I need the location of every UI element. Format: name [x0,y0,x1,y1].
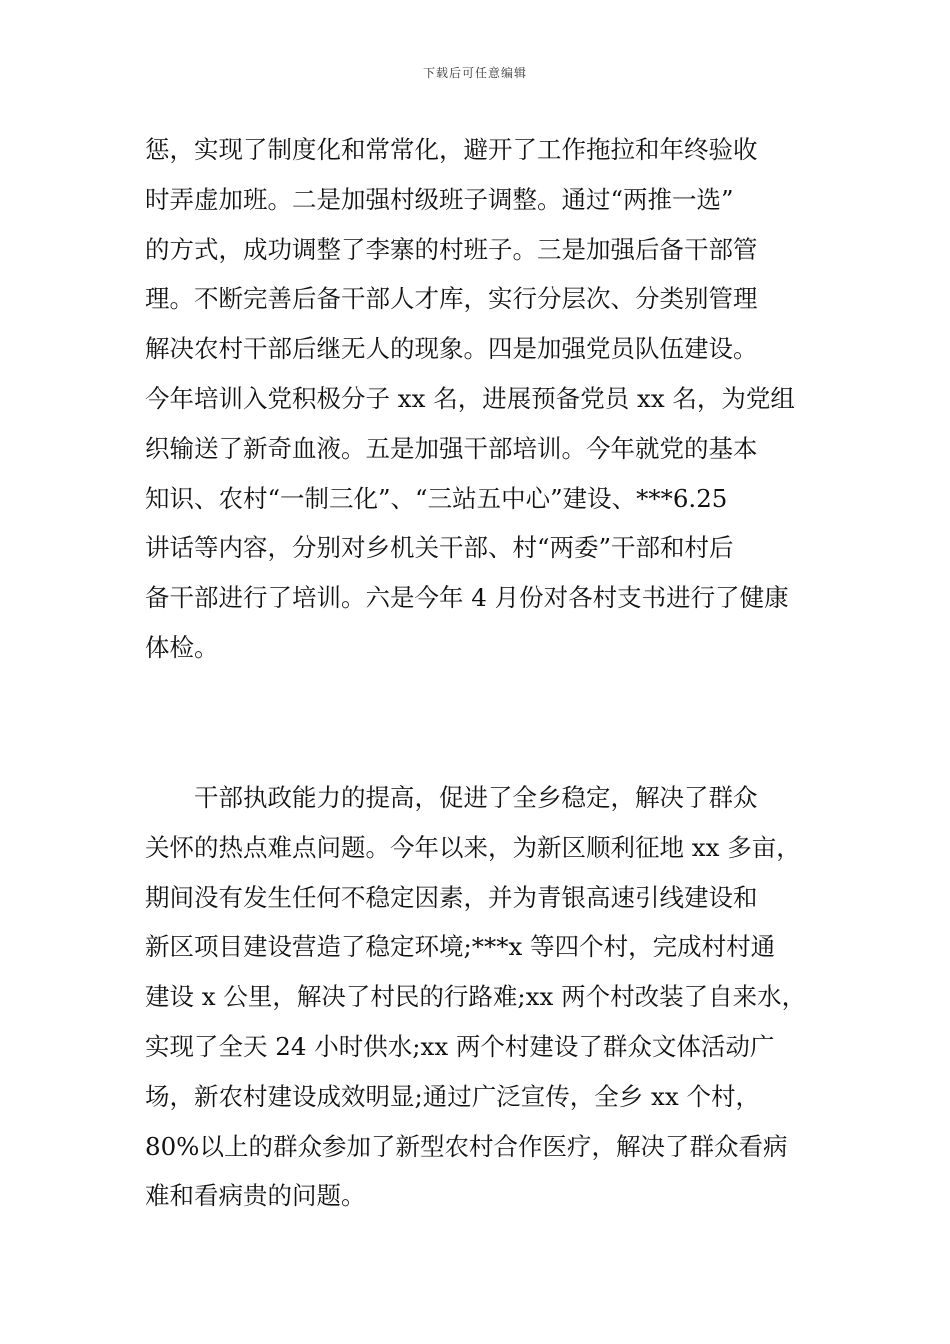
paragraph-line: 今年培训入党积极分子 xx 名，进展预备党员 xx 名，为党组 [145,383,795,413]
paragraph-line: 体检。 [145,632,219,662]
paragraph-line: 备干部进行了培训。六是今年 4 月份对各村支书进行了健康 [145,583,789,613]
paragraph-line: 难和看病贵的问题。 [145,1181,366,1211]
page-header: 下载后可任意编辑 [422,66,527,80]
paragraph-line: 的方式，成功调整了李寨的村班子。三是加强后备干部管 [145,234,758,264]
paragraph-line: 建设 x 公里，解决了村民的行路难;xx 两个村改装了自来水， [145,982,807,1012]
paragraph-2 [145,773,810,1221]
paragraph-1 [145,125,810,673]
paragraph-line: 时弄虚加班。二是加强村级班子调整。通过“两推一选” [145,184,734,214]
paragraph-line: 关怀的热点难点问题。今年以来，为新区顺利征地 xx 多亩， [145,832,801,862]
paragraph-line: 场，新农村建设成效明显;通过广泛宣传，全乡 xx 个村， [145,1081,760,1111]
paragraph-line: 干部执政能力的提高，促进了全乡稳定，解决了群众 [194,783,758,812]
paragraph-line: 知识、农村“一制三化”、“三站五中心”建设、***6.25 [145,483,728,513]
paragraph-line: 解决农村干部后继无人的现象。四是加强党员队伍建设。 [145,334,758,364]
paragraph-line: 讲话等内容，分别对乡机关干部、村“两委”干部和村后 [145,533,734,563]
paragraph-line: 80%以上的群众参加了新型农村合作医疗，解决了群众看病 [145,1131,788,1161]
paragraph-line: 新区项目建设营造了稳定环境;***x 等四个村，完成村村通 [145,932,776,962]
paragraph-line: 期间没有发生任何不稳定因素，并为青银高速引线建设和 [145,882,758,912]
paragraph-line: 实现了全天 24 小时供水;xx 两个村建设了群众文体活动广 [145,1031,775,1061]
paragraph-line: 惩，实现了制度化和常常化，避开了工作拖拉和年终验收 [145,135,758,164]
paragraph-line: 理。不断完善后备干部人才库，实行分层次、分类别管理 [145,284,758,314]
paragraph-line: 织输送了新奇血液。五是加强干部培训。今年就党的基本 [145,433,758,463]
